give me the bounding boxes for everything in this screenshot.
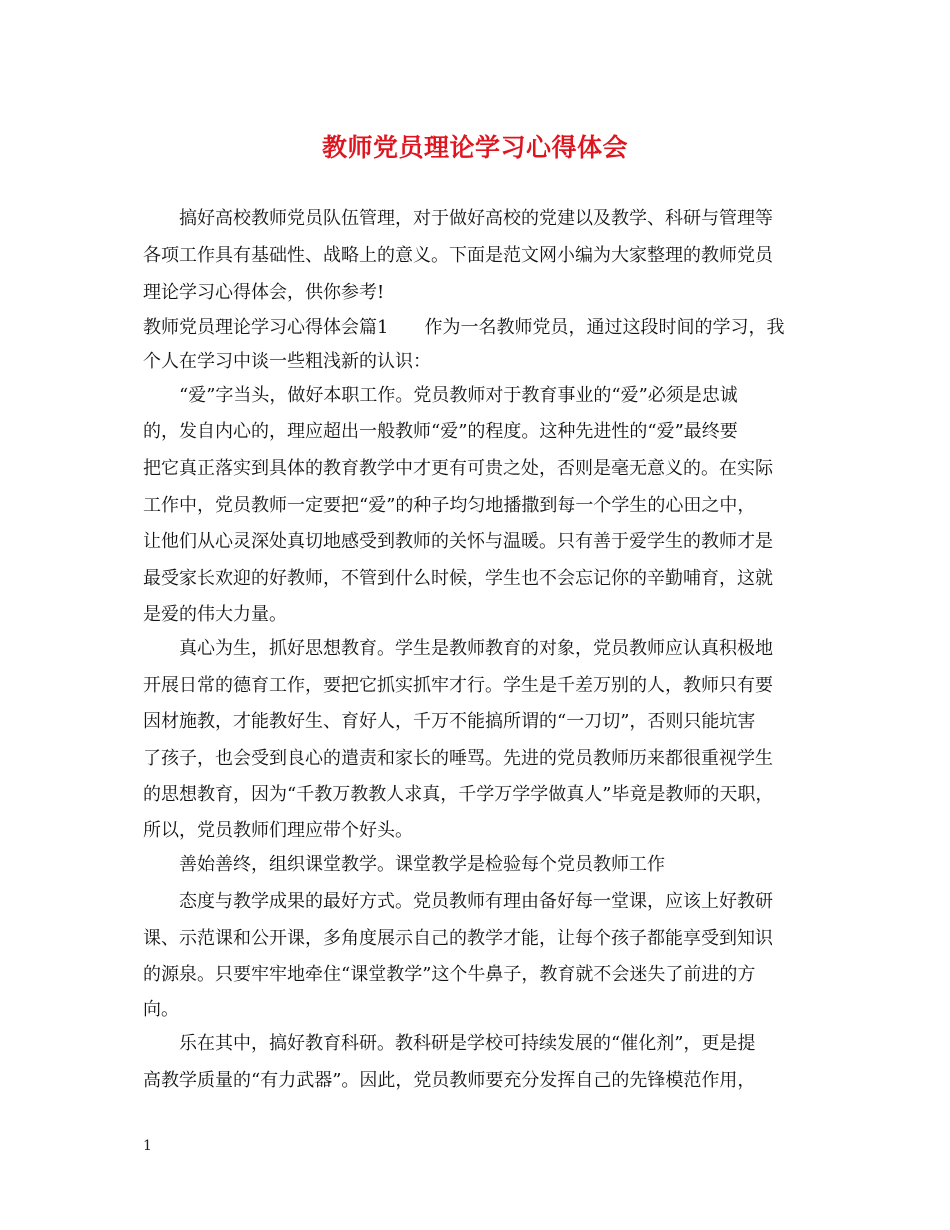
body-line: 最受家长欢迎的好教师，不管到什么时候，学生也不会忘记你的辛勤哺育，这就 (143, 568, 773, 589)
body-line: 工作中，党员教师一定要把“爱”的种子均匀地播撒到每一个学生的心田之中， (143, 495, 756, 516)
page-number: 1 (143, 1138, 152, 1154)
body-line: 的源泉。只要牢牢地牵住“课堂教学”这个牛鼻子，教育就不会迷失了前进的方 (143, 964, 756, 985)
document-title: 教师党员理论学习心得体会 (321, 133, 628, 162)
body-line: 个人在学习中谈一些粗浅新的认识： (143, 351, 431, 372)
body-line: 因材施教，才能教好生、育好人，千万不能搞所谓的“一刀切”，否则只能坑害 (143, 711, 756, 732)
body-line: 课、示范课和公开课，多角度展示自己的教学才能，让每个孩子都能享受到知识 (143, 928, 773, 949)
body-line: 了孩子，也会受到良心的遣责和家长的唾骂。先进的党员教师历来都很重视学生 (143, 748, 773, 769)
body-line: 态度与教学成果的最好方式。党员教师有理由备好每一堂课，应该上好教研 (179, 891, 773, 912)
section-heading-line: 教师党员理论学习心得体会篇1 作为一名教师党员，通过这段时间的学习，我 (143, 317, 785, 338)
body-line: 各项工作具有基础性、战略上的意义。下面是范文网小编为大家整理的教师党员 (143, 245, 773, 266)
body-line: 让他们从心灵深处真切地感受到教师的关怀与温暖。只有善于爱学生的教师才是 (143, 531, 773, 552)
body-line: 是爱的伟大力量。 (143, 604, 287, 625)
body-line: 高教学质量的“有力武器”。因此，党员教师要充分发挥自己的先锋模范作用， (143, 1070, 756, 1091)
body-line: 所以，党员教师们理应带个好头。 (143, 820, 413, 841)
body-line: 乐在其中，搞好教育科研。教科研是学校可持续发展的“催化剂”，更是提 (179, 1033, 756, 1054)
body-line: 向。 (143, 999, 179, 1020)
body-line: 理论学习心得体会，供你参考! (143, 282, 385, 303)
body-line: “爱”字当头，做好本职工作。党员教师对于教育事业的“爱”必须是忠诚 (179, 385, 738, 406)
body-line: 的，发自内心的，理应超出一般教师“爱”的程度。这种先进性的“爱”最终要 (143, 421, 738, 442)
body-line: 把它真正落实到具体的教育教学中才更有可贵之处，否则是毫无意义的。在实际 (143, 458, 773, 479)
body-line: 开展日常的德育工作，要把它抓实抓牢才行。学生是千差万别的人，教师只有要 (143, 675, 773, 696)
body-line: 善始善终，组织课堂教学。课堂教学是检验每个党员教师工作 (179, 854, 665, 875)
body-line: 真心为生，抓好思想教育。学生是教师教育的对象，党员教师应认真积极地 (179, 638, 773, 659)
body-line: 搞好高校教师党员队伍管理，对于做好高校的党建以及教学、科研与管理等 (179, 208, 773, 229)
body-line: 的思想教育，因为“千教万教教人求真，千学万学学做真人”毕竟是教师的天职， (143, 784, 774, 805)
